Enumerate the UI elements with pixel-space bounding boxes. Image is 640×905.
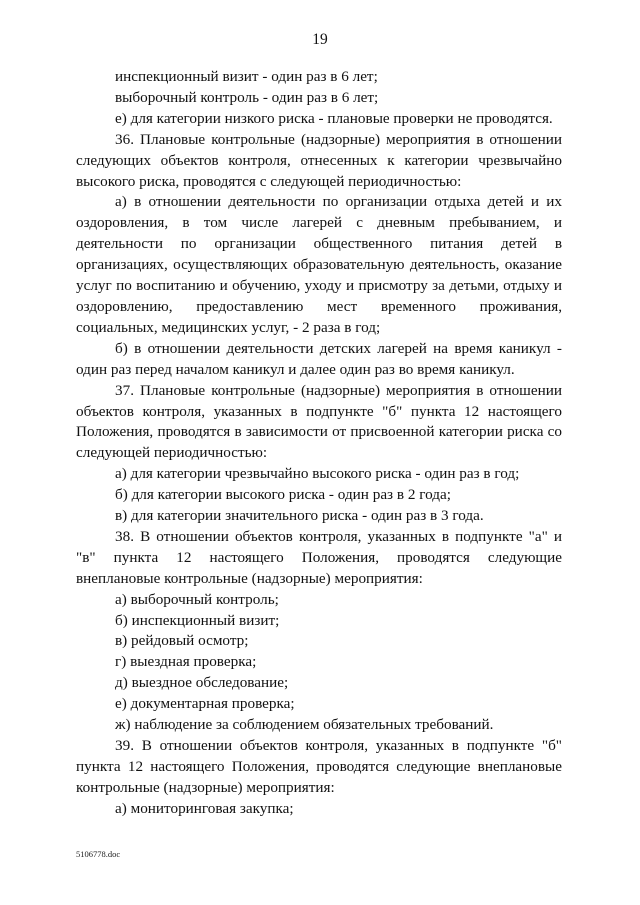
paragraph: выборочный контроль - один раз в 6 лет; [115,88,379,106]
paragraph: е) для категории низкого риска - плановые проверки не проводятся. [115,109,553,127]
paragraph: г) выездная проверка; [115,653,257,671]
paragraph: а) мониторинговая закупка; [115,799,294,817]
paragraph: 37. Плановые контрольные (надзорные) мероприятия в отношении объектов контроля, указанных в подпункте "б" пункта 12 настоящего Положения, проводятся в зависимости от присвоенной категории риска со следующей периодичностью: [76,381,562,462]
paragraph: б) в отношении деятельности детских лагерей на время каникул - один раз перед началом каникул и далее один раз во время каникул. [76,339,562,378]
paragraph: инспекционный визит - один раз в 6 лет; [115,68,378,85]
paragraph: в) для категории значительного риска - один раз в 3 года. [115,507,484,525]
paragraph: 38. В отношении объектов контроля, указанных в подпункте "а" и "в" пункта 12 настоящего Положения, проводятся следующие внеплановые контрольные (надзорные) мероприятия: [76,527,562,587]
footer-filename: 5106778.doc [76,849,121,859]
paragraph: ж) наблюдение за соблюдением обязательных требований. [115,716,494,734]
paragraph: б) для категории высокого риска - один раз в 2 года; [115,486,451,504]
paragraph: а) выборочный контроль; [115,590,279,608]
paragraph: в) рейдовый осмотр; [115,632,249,650]
paragraph: 36. Плановые контрольные (надзорные) мероприятия в отношении следующих объектов контроля, отнесенных к категории чрезвычайно высокого риска, проводятся с следующей периодичностью: [76,130,562,190]
paragraph: а) в отношении деятельности по организации отдыха детей и их оздоровления, в том числе лагерей с дневным пребыванием, и деятельности по организации общественного питания детей в организациях, осуществляющих образовательную деятельность, оказание услуг по воспитанию и обучению, уходу и присмотру за детьми, отдыху и оздоровлению, предоставлению мест временного проживания, социальных, медицинских услуг, - 2 раза в год; [76,193,562,336]
paragraph: б) инспекционный визит; [115,611,280,629]
document-body [76,67,562,820]
paragraph: 39. В отношении объектов контроля, указанных в подпункте "б" пункта 12 настоящего Положения, проводятся следующие внеплановые контрольные (надзорные) мероприятия: [76,737,562,796]
paragraph: е) документарная проверка; [115,695,295,713]
paragraph: а) для категории чрезвычайно высокого риска - один раз в год; [115,465,520,483]
page-number: 19 [312,31,328,48]
paragraph: д) выездное обследование; [115,674,289,692]
